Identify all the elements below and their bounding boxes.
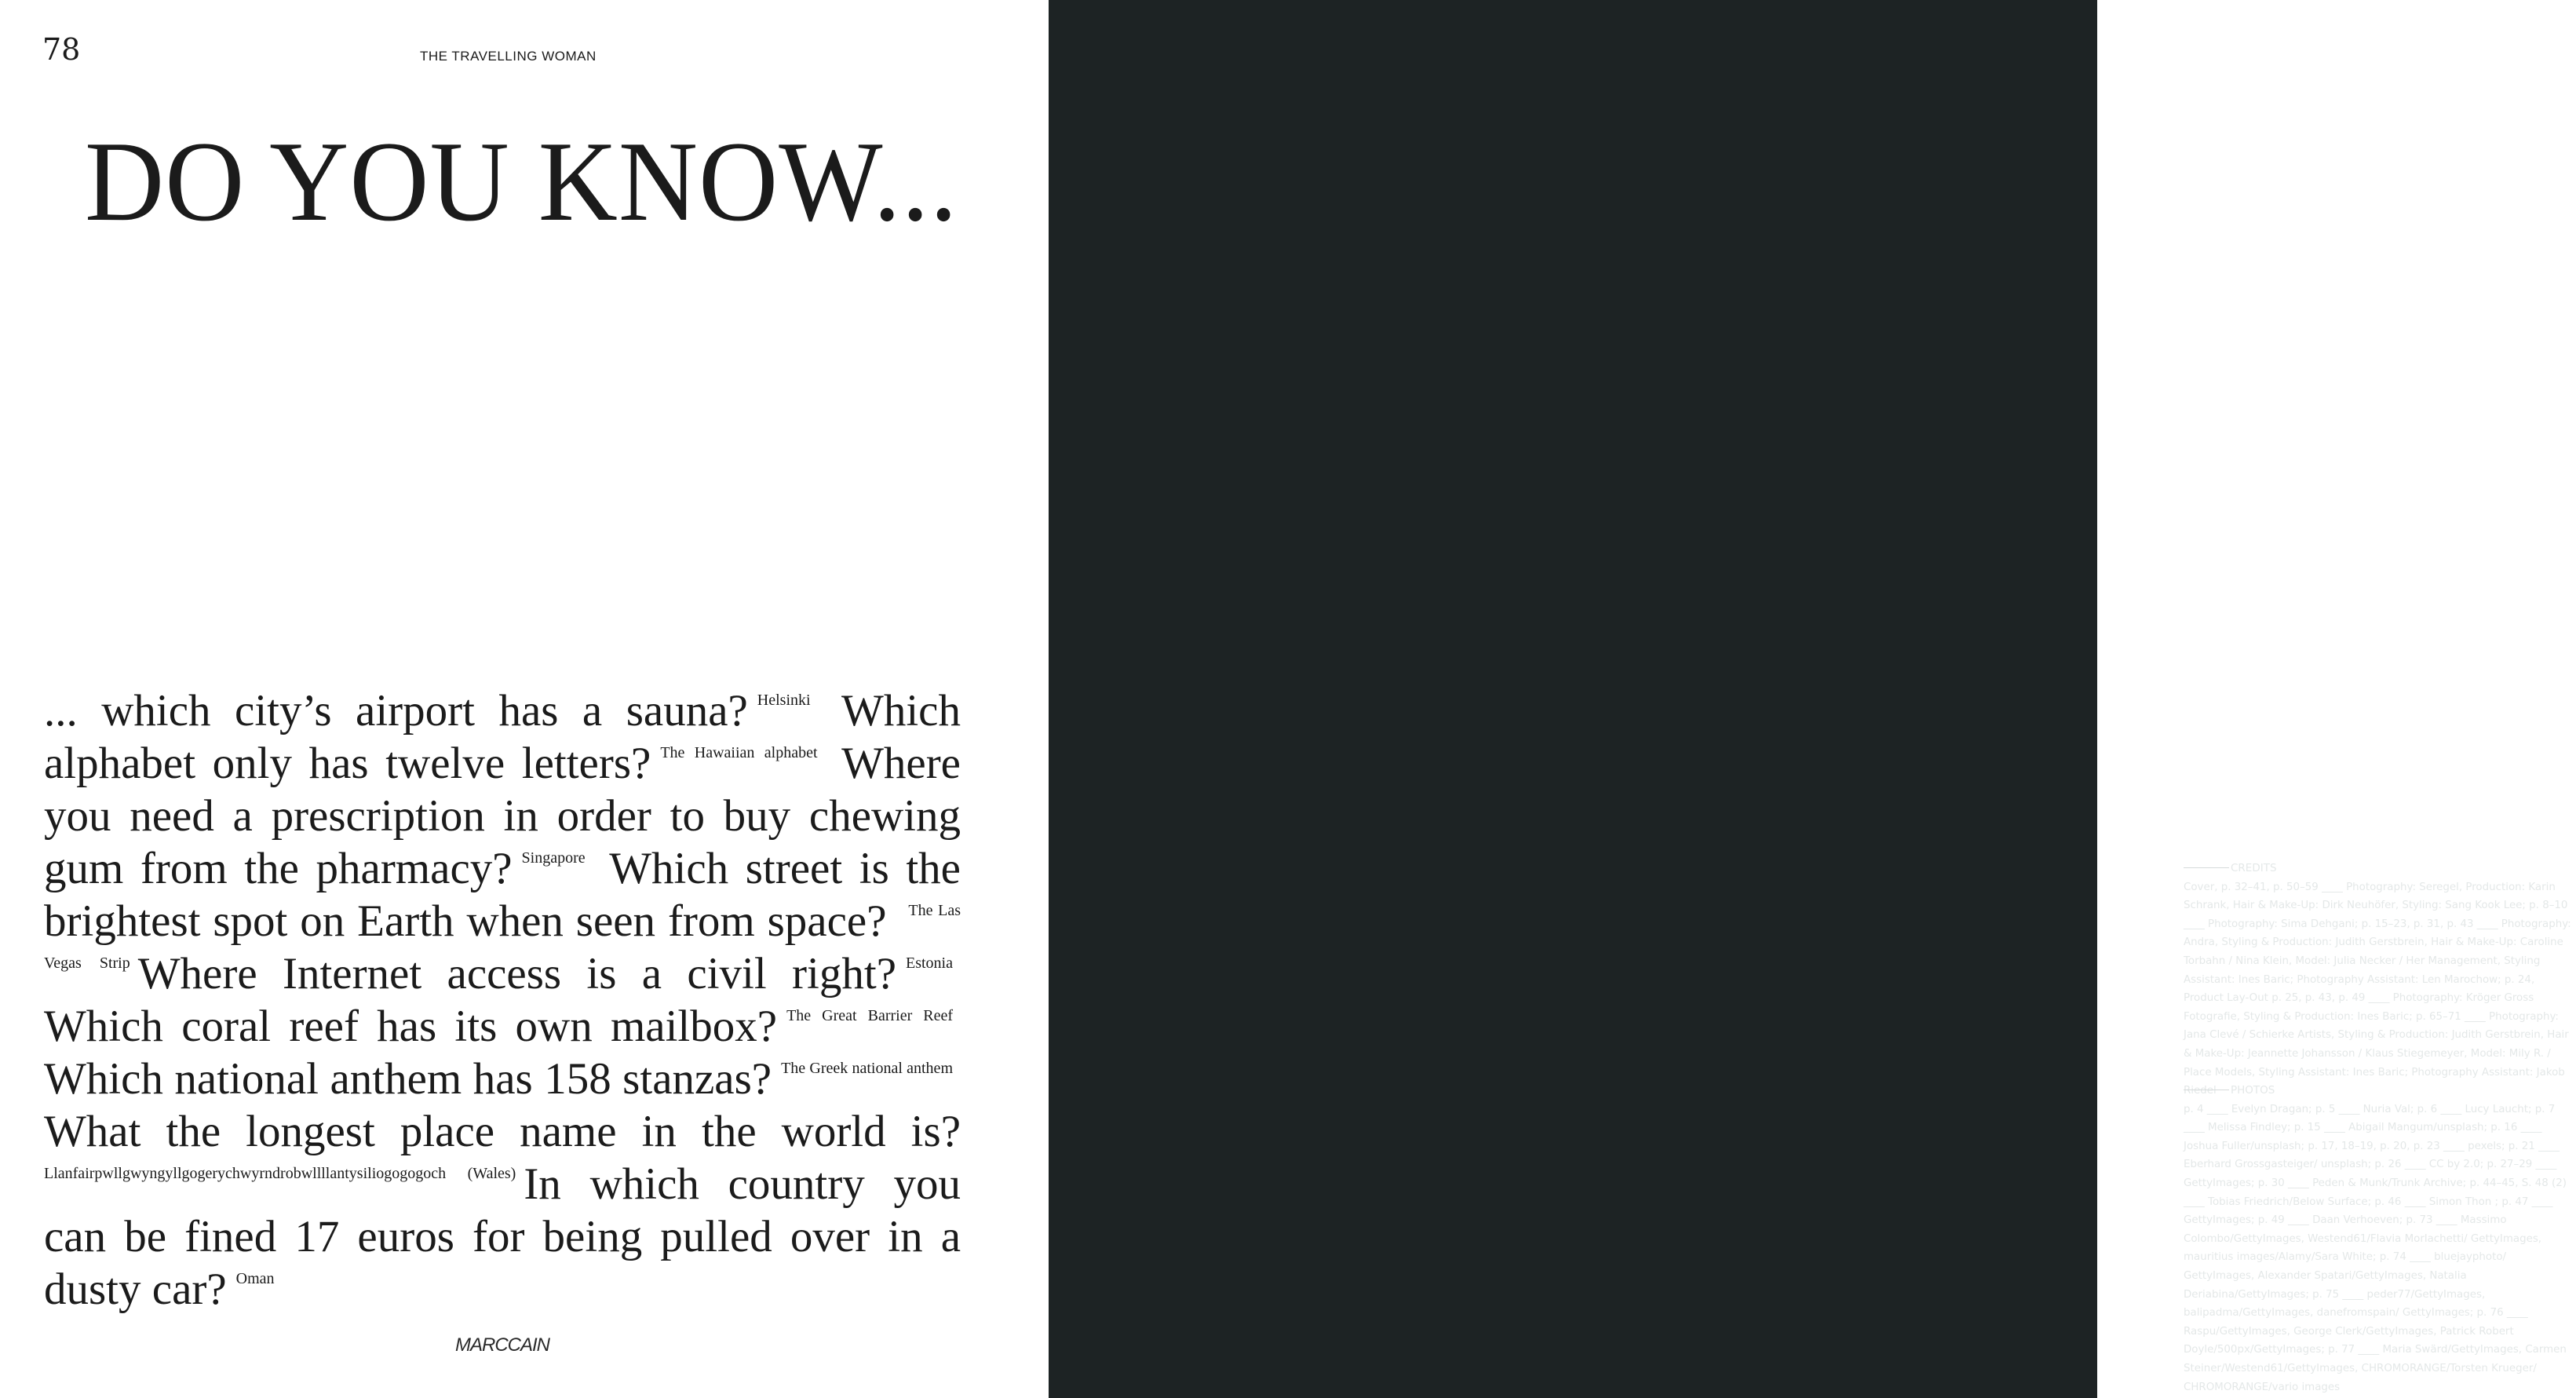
quiz-answer: The Hawaiian alphabet xyxy=(660,744,818,761)
quiz-question: In which country you can be fined 17 euros for being pulled over in a dusty car? xyxy=(44,1159,961,1314)
quiz-answer: The Great Barrier Reef xyxy=(786,1007,953,1024)
photos-title: PHOTOS xyxy=(2231,1084,2275,1097)
quiz-answer: The Greek national anthem xyxy=(781,1060,953,1077)
heading-rule xyxy=(2184,867,2229,868)
quiz-question: Where you need a prescription in order to buy chewing gum from the pharmacy? xyxy=(44,739,961,893)
quiz-answer: Estonia xyxy=(906,955,953,972)
right-page xyxy=(1049,0,2571,1398)
quiz-answer: The Las Vegas Strip xyxy=(44,902,961,972)
quiz-answer: Singapore xyxy=(521,849,586,867)
photos-text: p. 4 ____ Evelyn Dragan; p. 5 ____ Nuria Val; p. 6 ____ Lucy Laucht; p. 7 ____ Melissa Findley; p. 15 ____ Abigail Mangum/unsplash; p. 16 ____ Joshua Fuller/unsplash; p. 17, 18–19, p. 20, p. 23 ____ pexels; p. 21 ____ Eberhard Grossgasteiger/ unsplash; p. 26 ____ CC by 2.0; p. 27–29 ____ GettyImages; p. 30 ____ Peden & Munk/Trunk Archive; p. 44–45, S. 48 (2) ____ Tobias Friedrich/Below Surface; p. 46 ____ Simon Thon ; p. 47 ____ GettyImages; p. 49 ____ Daan Verhoeven; p. 73 ____ Massimo Colombo/GettyImages, Westend61/Flavia Morlachetti/ GettyImages, mauritius images/Alamy/Sara White; p. 74 ____ bluejayphoto/ GettyImages, Alexander Spatari/GettyImages, Natalia Deriabina/GettyImages; p. 75 ____ peder77/GettyImages, balipadma/GettyImages, danefromspain/ GettyImages; p. 76 ____ Raspu/GettyImages, George Clerk/GettyImages, Patrick Robert Doyle/500px/GettyImages; p. 77 ____ Maria Swärd/GettyImages, Carmen Steiner/Westend61/GettyImages, CHROMORANGE/Torsten Krueger/ CHROMORANGE/vario images xyxy=(2184,1103,2567,1393)
quiz-answer: Oman xyxy=(235,1270,275,1287)
quiz-question: Which street is the brightest spot on Earth when seen from space? xyxy=(44,844,961,946)
quiz-question: Which national anthem has 158 stanzas? xyxy=(44,1054,772,1104)
credits-heading xyxy=(2184,860,2576,878)
quiz-question: ... which city’s airport has a sauna? xyxy=(44,686,748,736)
quiz-question: Which coral reef has its own mailbox? xyxy=(44,1002,778,1051)
brand-logo: MARCCAIN xyxy=(455,1334,550,1356)
page-headline: DO YOU KNOW... xyxy=(85,118,958,245)
quiz-question: Where Internet access is a civil right? xyxy=(137,949,896,998)
quiz-paragraph xyxy=(44,684,961,1316)
photos-section xyxy=(2184,1082,2576,1396)
credits-title: CREDITS xyxy=(2231,862,2277,874)
credits-text: Cover, p. 32–41, p. 50–59 ____ Photography: Seregel, Production: Karin Schrank, Hair & Make-Up: Dirk Neuhöfer, Styling: Sang Kook Lee; p. 8–10 ____ Photography: Sima Dehgani; p. 15–23, p. 31, p. 43 ____ Photography: Andra, Styling & Production: Judith Gerstbrein, Hair & Make-Up: Caroline Torbahn / Nina Klein, Model: Julia Necker / Her Management, Styling Assistant: Ines Baric; Photography Assistant: Len Marochow; p. 24, Product Lay-Out p. 25, p. 43, p. 49 ____ Photography: Kröger Gross Fotografie, Styling & Production: Ines Baric; p. 65–71 ____ Photography: Jana Clevé / Schierke Artists, Styling & Production: Judith Gerstbrein, Hair & Make-Up: Jeannette Johansson / Klaus Stiegemeyer, Model: Mily R. / Place Models, Styling Assistant: Ines Baric; Photography Assistant: Jakob Riedel xyxy=(2184,881,2571,1097)
running-head: THE TRAVELLING WOMAN xyxy=(420,49,597,64)
left-page xyxy=(0,0,1049,1398)
quiz-question: What the longest place name in the world is? xyxy=(44,1107,961,1156)
quiz-answer: Helsinki xyxy=(757,692,811,709)
credits-section xyxy=(2184,860,2576,1101)
photos-heading xyxy=(2184,1082,2576,1101)
quiz-question: Which alphabet only has twelve letters? xyxy=(44,686,961,788)
page-number: 78 xyxy=(42,32,81,67)
quiz-answer: Llanfairpwllgwyngyllgogerychwyrndrobwllllantysiliogogogoch (Wales) xyxy=(44,1165,516,1182)
